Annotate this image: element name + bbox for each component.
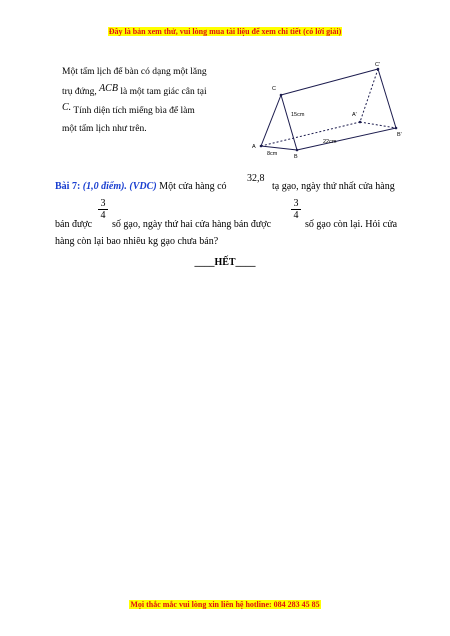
problem6-line2-pre: trụ đứng, <box>62 87 97 97</box>
edge-ab <box>261 146 297 150</box>
hotline-banner <box>0 600 450 609</box>
label-15cm: 15cm <box>291 112 305 118</box>
problem6-line2-post: là một tam giác cân tại <box>120 87 207 97</box>
problem6-line4: một tấm lịch như trên. <box>62 124 147 134</box>
label-8cm: 8cm <box>267 151 278 157</box>
problem6-line3-post: Tính diện tích miếng bìa để làm <box>73 106 195 116</box>
edge-cb <box>281 95 297 150</box>
problem7-label: Bài 7: <box>55 181 81 192</box>
label-c1: C' <box>375 62 381 68</box>
problem7-text1: Một cửa hàng có <box>159 181 227 192</box>
fraction1-denominator: 4 <box>100 210 106 221</box>
edge-a1b1 <box>360 122 396 128</box>
preview-banner-text: Đây là bản xem thử, vui lòng mua tài liệu để xem chi tiết (có lời giải) <box>108 27 342 36</box>
fraction2-numerator: 3 <box>291 198 301 210</box>
end-marker: ____HẾT____ <box>194 257 256 268</box>
vertex-b1 <box>395 127 398 130</box>
problem7-text4: số gạo, ngày thứ hai cửa hàng bán được <box>112 219 272 230</box>
vertex-b <box>296 149 299 152</box>
problem7-text5: số gạo còn lại. Hỏi cửa <box>305 219 398 230</box>
edge-c1a1 <box>360 69 378 122</box>
math-acb: ACB <box>99 83 118 94</box>
vertex-c1 <box>377 68 380 71</box>
edge-bb1 <box>297 128 396 150</box>
fraction-three-quarters-1 <box>98 198 108 221</box>
edge-c1b1 <box>378 69 396 128</box>
label-a: A <box>252 144 256 150</box>
edge-ac <box>261 95 281 146</box>
label-22cm: 22cm <box>323 139 337 145</box>
problem7-text2: tạ gạo, ngày thứ nhất cửa hàng <box>272 181 395 192</box>
vertex-a1 <box>359 121 362 124</box>
hotline-banner-text: Mọi thắc mắc vui lòng xin liên hệ hotline: 084 283 45 85 <box>130 600 320 609</box>
fraction-three-quarters-2 <box>291 198 301 221</box>
problem7-points: (1,0 điểm). (VDC) <box>82 181 157 192</box>
label-a1: A' <box>352 112 357 118</box>
prism-diagram <box>0 0 450 170</box>
vertex-a <box>260 145 263 148</box>
problem6-line1: Một tấm lịch để bàn có dạng một lăng <box>62 67 207 77</box>
edge-cc1 <box>281 69 378 95</box>
problem7-text6: hàng còn lại bao nhiêu kg gạo chưa bán? <box>55 236 219 247</box>
problem7-line1 <box>55 181 227 192</box>
edge-aa1 <box>261 122 360 146</box>
problem7-amount: 32,8 <box>247 173 265 184</box>
fraction2-denominator: 4 <box>293 210 299 221</box>
fraction1-numerator: 3 <box>98 198 108 210</box>
label-b: B <box>294 154 298 160</box>
math-c: C. <box>62 102 72 113</box>
vertex-c <box>280 94 283 97</box>
problem7-text3: bán được <box>55 219 93 230</box>
label-c: C <box>272 86 276 92</box>
label-b1: B' <box>397 132 402 138</box>
